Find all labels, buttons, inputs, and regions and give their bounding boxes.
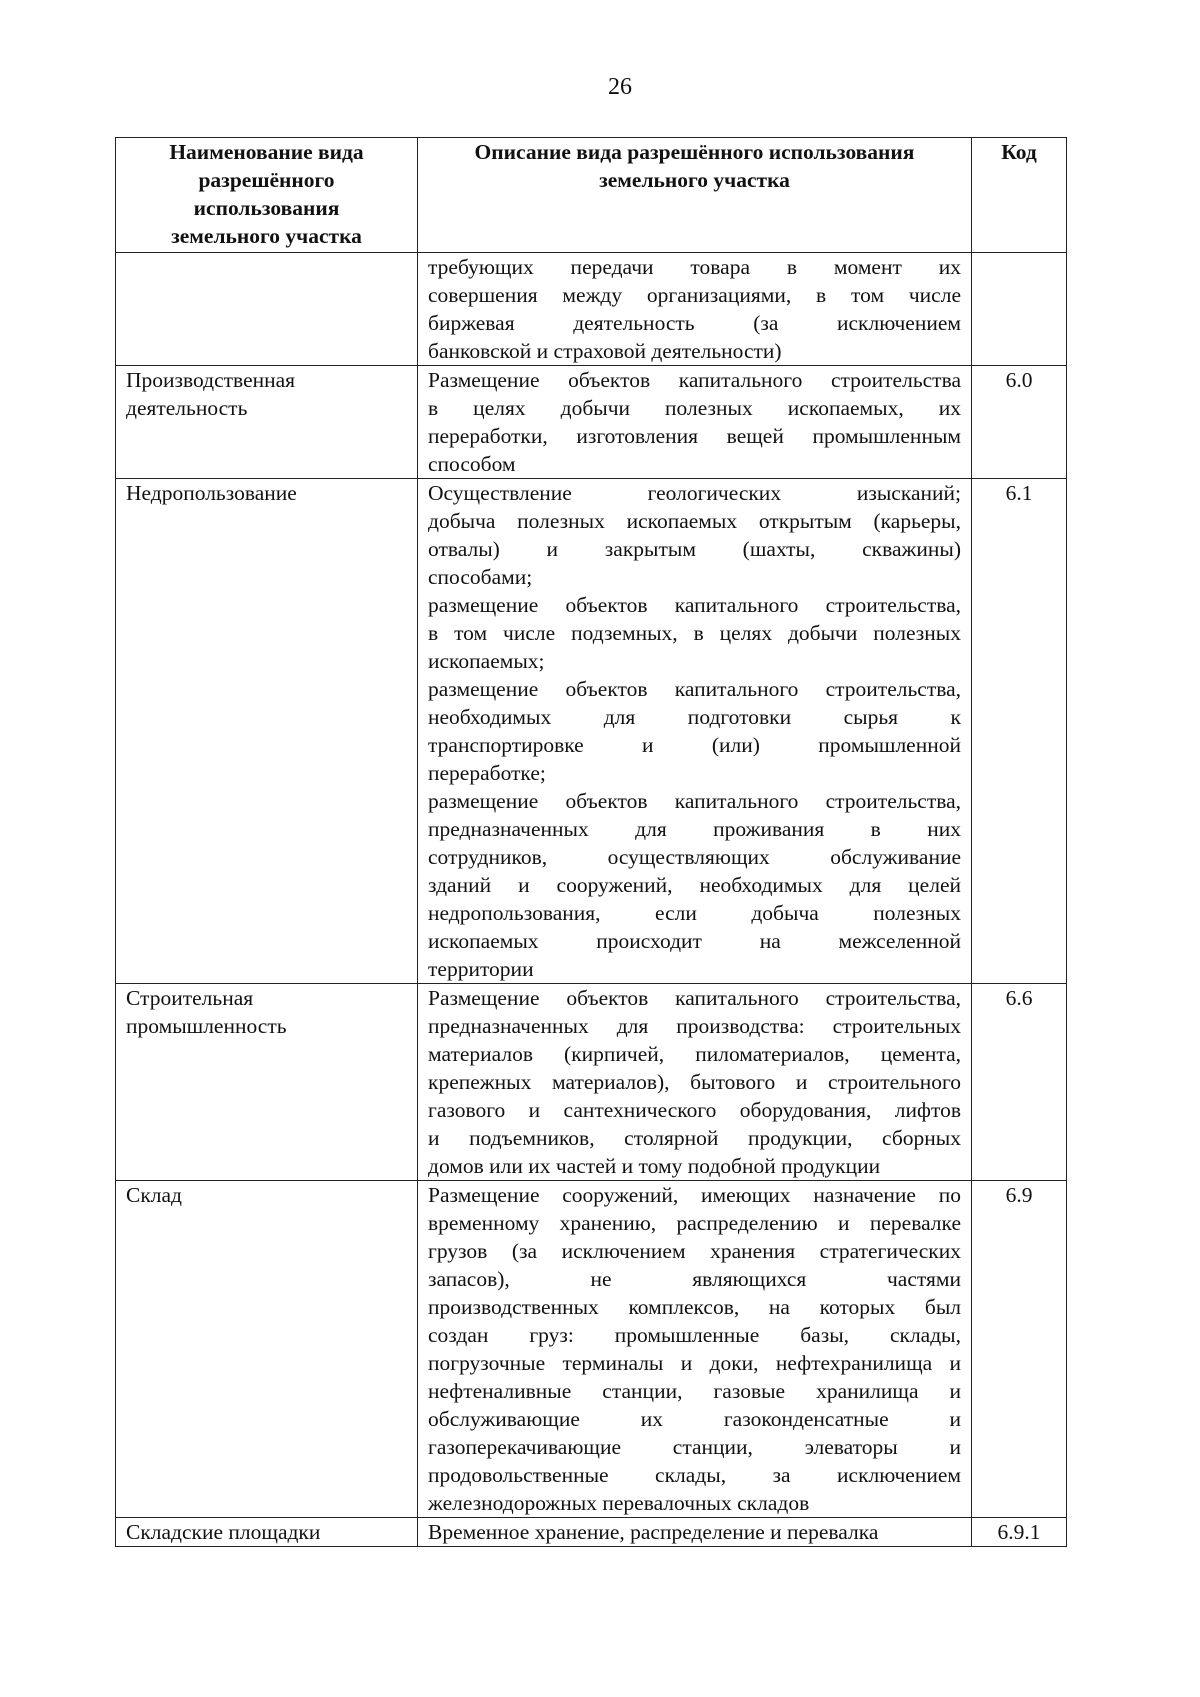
description-line: переработке; [428,761,546,785]
page-number: 26 [608,74,632,100]
description-line: Временное хранение, распределение и перевалка [428,1520,879,1544]
description-line: в целях добычи полезных ископаемых, их [428,396,961,420]
row-code: 6.9.1 [972,1518,1067,1547]
header-name: Наименование вида разрешённого использования земельного участка [116,138,418,253]
row-name: Строительная промышленность [116,984,418,1181]
row-description [418,1181,972,1518]
description-line: территории [428,957,534,981]
description-line: размещение объектов капитального строительства, [428,677,961,701]
description-line: предназначенных для проживания в них [428,817,961,841]
table-row [116,1181,1067,1518]
row-description [418,366,972,479]
description-line: размещение объектов капитального строительства, [428,789,961,813]
description-line: зданий и сооружений, необходимых для целей [428,873,961,897]
description-line: требующих передачи товара в момент их [428,255,961,279]
row-name: Складские площадки [116,1518,418,1547]
description-line: сотрудников, осуществляющих обслуживание [428,845,961,869]
row-code: 6.9 [972,1181,1067,1518]
row-code [972,253,1067,366]
description-line: Осуществление геологических изысканий; [428,481,961,505]
row-code: 6.1 [972,479,1067,984]
description-line: грузов (за исключением хранения стратегических [428,1239,961,1263]
row-name: Производственная деятельность [116,366,418,479]
description-line: Размещение объектов капитального строительства, [428,986,961,1010]
description-line: газового и сантехнического оборудования, лифтов [428,1098,961,1122]
description-line: отвалы) и закрытым (шахты, скважины) [428,537,961,561]
description-line: материалов (кирпичей, пиломатериалов, цемента, [428,1042,961,1066]
description-line: транспортировке и (или) промышленной [428,733,961,757]
row-description [418,984,972,1181]
row-name: Склад [116,1181,418,1518]
description-line: ископаемых; [428,649,545,673]
description-line: биржевая деятельность (за исключением [428,311,961,335]
description-line: домов или их частей и тому подобной продукции [428,1154,881,1178]
table-body [116,253,1067,1547]
description-line: обслуживающие их газоконденсатные и [428,1407,961,1431]
description-line: необходимых для подготовки сырья к [428,705,961,729]
description-line: ископаемых происходит на межселенной [428,929,961,953]
header-code: Код [972,138,1067,253]
description-line: запасов), не являющихся частями [428,1267,961,1291]
description-line: способами; [428,565,533,589]
table-row [116,253,1067,366]
description-line: предназначенных для производства: строительных [428,1014,961,1038]
description-line: железнодорожных перевалочных складов [428,1491,810,1515]
description-line: способом [428,452,516,476]
row-code: 6.6 [972,984,1067,1181]
description-line: и подъемников, столярной продукции, сборных [428,1126,961,1150]
description-line: крепежных материалов), бытового и строительного [428,1070,961,1094]
row-description [418,253,972,366]
description-line: производственных комплексов, на которых был [428,1295,961,1319]
description-line: размещение объектов капитального строительства, [428,593,961,617]
table-row [116,1518,1067,1547]
description-line: в том числе подземных, в целях добычи полезных [428,621,961,645]
description-line: создан груз: промышленные базы, склады, [428,1323,961,1347]
row-description [418,479,972,984]
table-row [116,366,1067,479]
description-line: совершения между организациями, в том числе [428,283,961,307]
land-use-table [115,137,1067,1547]
description-line: недропользования, если добыча полезных [428,901,961,925]
description-line: временному хранению, распределению и перевалке [428,1211,961,1235]
description-line: добыча полезных ископаемых открытым (карьеры, [428,509,961,533]
header-description: Описание вида разрешённого использования земельного участка [418,138,972,253]
description-line: банковской и страховой деятельности) [428,339,782,363]
row-name: Недропользование [116,479,418,984]
description-line: Размещение объектов капитального строительства [428,368,961,392]
description-line: Размещение сооружений, имеющих назначение по [428,1183,961,1207]
table-row [116,479,1067,984]
row-name [116,253,418,366]
description-line: нефтеналивные станции, газовые хранилища и [428,1379,961,1403]
description-line: газоперекачивающие станции, элеваторы и [428,1435,961,1459]
row-code: 6.0 [972,366,1067,479]
description-line: погрузочные терминалы и доки, нефтехранилища и [428,1351,961,1375]
description-line: продовольственные склады, за исключением [428,1463,961,1487]
description-line: переработки, изготовления вещей промышленным [428,424,961,448]
table-row [116,984,1067,1181]
table-header-row [116,138,1067,253]
row-description [418,1518,972,1547]
